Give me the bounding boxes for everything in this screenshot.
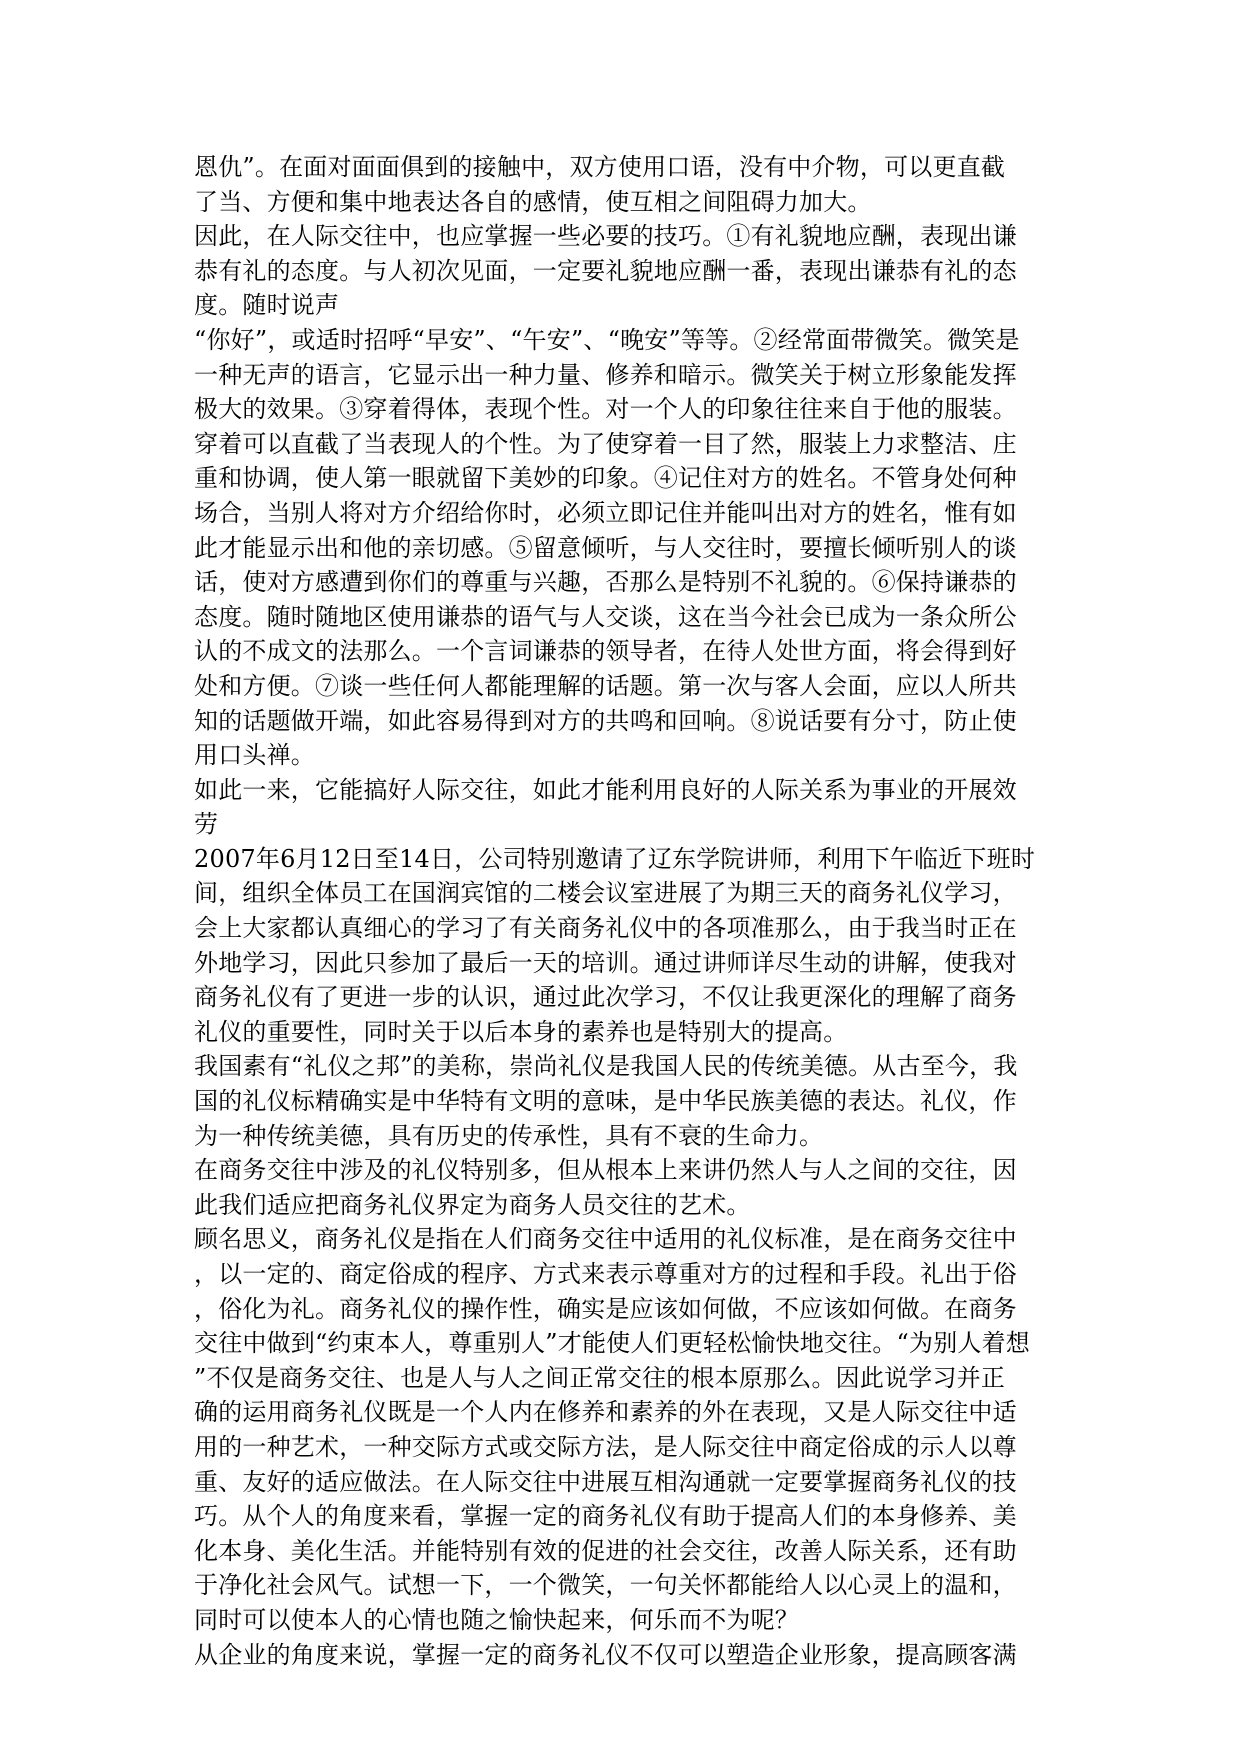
text-line: 会上大家都认真细心的学习了有关商务礼仪中的各项准那么，由于我当时正在 [194,914,1017,943]
text-line: 国的礼仪标精确实是中华特有文明的意味，是中华民族美德的表达。礼仪，作 [194,1087,1017,1116]
text-line: 外地学习，因此只参加了最后一天的培训。通过讲师详尽生动的讲解，使我对 [194,948,1017,977]
text-line: 于净化社会风气。试想一下，一个微笑，一句关怀都能给人以心灵上的温和， [194,1571,1017,1600]
text-line: 劳 [194,810,219,839]
text-line: 如此一来，它能搞好人际交往，如此才能利用良好的人际关系为事业的开展效 [194,775,1017,804]
text-line: 我国素有“礼仪之邦”的美称，崇尚礼仪是我国人民的传统美德。从古至今，我 [194,1052,1018,1081]
text-line: 极大的效果。③穿着得体，表现个性。对一个人的印象往往来自于他的服装。 [194,395,1017,424]
text-line: 处和方便。⑦谈一些任何人都能理解的话题。第一次与客人会面，应以人所共 [194,671,1017,700]
text-line: 巧。从个人的角度来看，掌握一定的商务礼仪有助于提高人们的本身修养、美 [194,1502,1017,1531]
text-line: 了当、方便和集中地表达各自的感情，使互相之间阻碍力加大。 [194,187,872,216]
text-line: 重和协调，使人第一眼就留下美妙的印象。④记住对方的姓名。不管身处何种 [194,464,1017,493]
text-line: 恭有礼的态度。与人初次见面，一定要礼貌地应酬一番，表现出谦恭有礼的态 [194,256,1017,285]
text-line: 重、友好的适应做法。在人际交往中进展互相沟通就一定要掌握商务礼仪的技 [194,1467,1017,1496]
text-line: 穿着可以直截了当表现人的个性。为了使穿着一目了然，服装上力求整洁、庄 [194,429,1017,458]
text-line: 交往中做到“约束本人，尊重别人”才能使人们更轻松愉快地交往。“为别人着想 [194,1329,1031,1358]
text-line: 一种无声的语言，它显示出一种力量、修养和暗示。微笑关于树立形象能发挥 [194,360,1017,389]
text-line: 用口头禅。 [194,741,315,770]
text-line: “你好”，或适时招呼“早安”、“午安”、“晚安”等等。②经常面带微笑。微笑是 [194,325,1020,354]
document-body [194,150,1054,1672]
text-line: 顾名思义，商务礼仪是指在人们商务交往中适用的礼仪标准，是在商务交往中 [194,1225,1017,1254]
text-line: 度。随时说声 [194,291,340,320]
text-line: 因此，在人际交往中，也应掌握一些必要的技巧。①有礼貌地应酬，表现出谦 [194,222,1017,251]
text-line: 化本身、美化生活。并能特别有效的促进的社会交往，改善人际关系，还有助 [194,1536,1017,1565]
text-line: 话，使对方感遭到你们的尊重与兴趣，否那么是特别不礼貌的。⑥保持谦恭的 [194,568,1017,597]
text-line: 确的运用商务礼仪既是一个人内在修养和素养的外在表现，又是人际交往中适 [194,1398,1017,1427]
text-line: 同时可以使本人的心情也随之愉快起来，何乐而不为呢？ [194,1605,799,1634]
text-line: 在商务交往中涉及的礼仪特别多，但从根本上来讲仍然人与人之间的交往，因 [194,1156,1017,1185]
text-line: 此我们适应把商务礼仪界定为商务人员交往的艺术。 [194,1190,751,1219]
text-line: 礼仪的重要性，同时关于以后本身的素养也是特别大的提高。 [194,1017,848,1046]
text-line: 从企业的角度来说，掌握一定的商务礼仪不仅可以塑造企业形象，提高顾客满 [194,1640,1017,1669]
text-line: 商务礼仪有了更进一步的认识，通过此次学习，不仅让我更深化的理解了商务 [194,983,1017,1012]
text-line: ”不仅是商务交往、也是人与人之间正常交往的根本原那么。因此说学习并正 [194,1363,1006,1392]
text-line: 为一种传统美德，具有历史的传承性，具有不衰的生命力。 [194,1121,824,1150]
text-line: 恩仇”。在面对面面俱到的接触中，双方使用口语，没有中介物，可以更直截 [194,153,1006,181]
text-line: ，俗化为礼。商务礼仪的操作性，确实是应该如何做，不应该如何做。在商务 [194,1294,1017,1323]
text-line: 此才能显示出和他的亲切感。⑤留意倾听，与人交往时，要擅长倾听别人的谈 [194,533,1017,562]
text-line: 知的话题做开端，如此容易得到对方的共鸣和回响。⑧说话要有分寸，防止使 [194,706,1017,735]
text-line: 用的一种艺术，一种交际方式或交际方法，是人际交往中商定俗成的示人以尊 [194,1432,1017,1461]
text-line: 态度。随时随地区使用谦恭的语气与人交谈，这在当今社会已成为一条众所公 [194,602,1017,631]
text-line: 认的不成文的法那么。一个言词谦恭的领导者，在待人处世方面，将会得到好 [194,637,1017,666]
text-line: ，以一定的、商定俗成的程序、方式来表示尊重对方的过程和手段。礼出于俗 [194,1260,1017,1288]
text-line: 2007年6月12日至14日，公司特别邀请了辽东学院讲师，利用下午临近下班时 [194,844,1036,873]
text-line: 间，组织全体员工在国润宾馆的二楼会议室进展了为期三天的商务礼仪学习， [194,879,1017,908]
text-line: 场合，当别人将对方介绍给你时，必须立即记住并能叫出对方的姓名，惟有如 [194,498,1017,527]
